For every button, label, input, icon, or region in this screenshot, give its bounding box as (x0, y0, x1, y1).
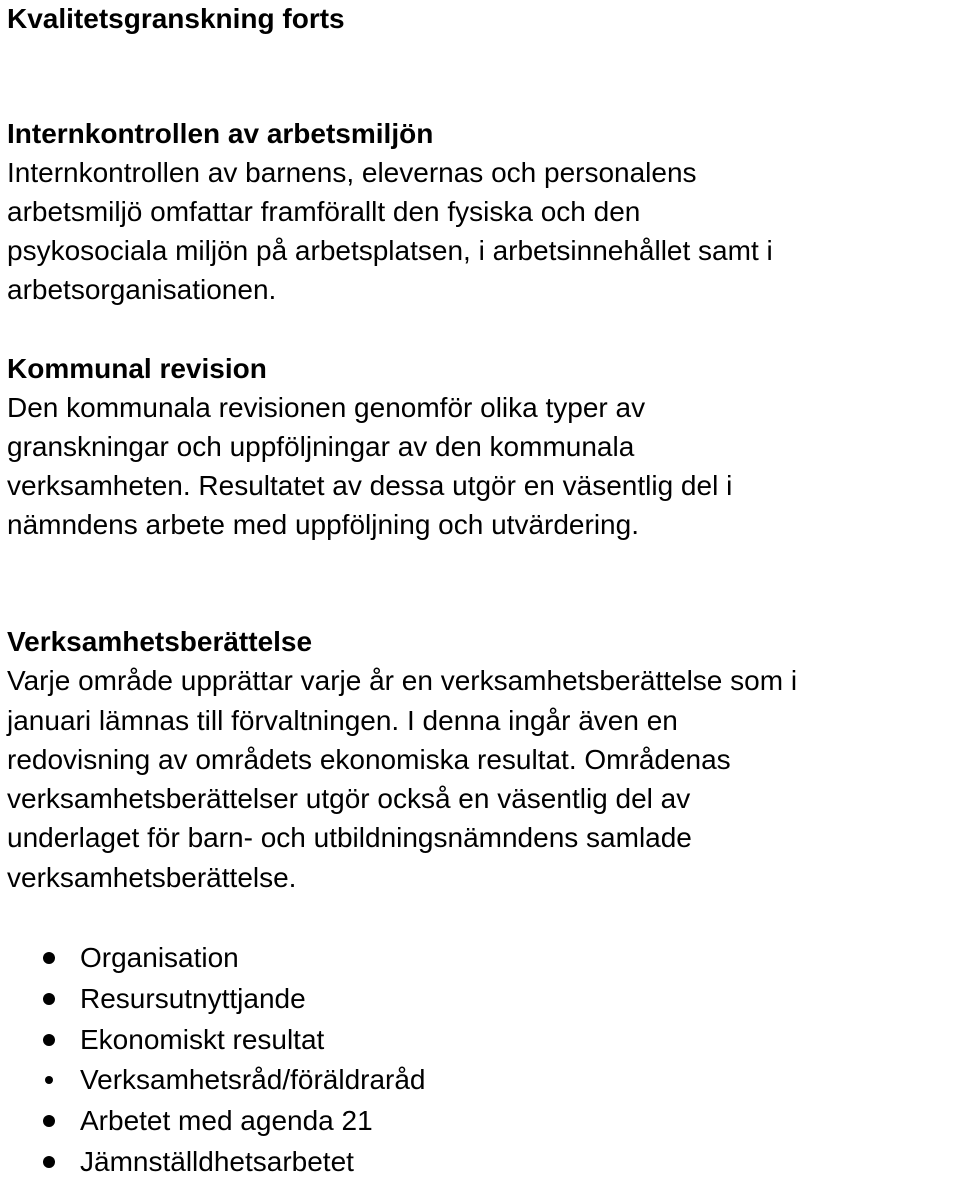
list-item (0, 979, 960, 1020)
bullet-icon (45, 1076, 53, 1084)
list-item-label: Resursutnyttjande (80, 982, 306, 1014)
paragraph-line: redovisning av områdets ekonomiska resultat. Områdenas (7, 743, 731, 775)
paragraph-line: arbetsmiljö omfattar framförallt den fysiska och den (7, 196, 641, 227)
list-item-label: Organisation (80, 942, 239, 973)
paragraph-line: januari lämnas till förvaltningen. I denna ingår även en (7, 704, 678, 736)
paragraph-line: Varje område upprättar varje år en verksamhetsberättelse som i (7, 665, 798, 697)
list-item-label: Verksamhetsråd/föräldraråd (80, 1064, 426, 1096)
list-item-label: Arbetet med agenda 21 (80, 1105, 373, 1137)
paragraph-line: nämndens arbete med uppföljning och utvärdering. (7, 509, 639, 540)
paragraph-line: Den kommunala revisionen genomför olika typer av (7, 392, 646, 423)
list-item-label: Jämnställdhetsarbetet (80, 1145, 354, 1177)
list-item (0, 1020, 960, 1061)
bullet-icon (43, 952, 55, 964)
paragraph-line: arbetsorganisationen. (7, 274, 277, 305)
bullet-icon (43, 1034, 55, 1046)
list-item (0, 1142, 960, 1183)
list-item (0, 1060, 960, 1101)
section-heading: Internkontrollen av arbetsmiljön (7, 118, 434, 149)
section-internkontroll (7, 114, 960, 309)
bullet-list (0, 938, 960, 1183)
list-item (0, 938, 960, 979)
paragraph-line: verksamhetsberättelser utgör också en väsentlig del av (7, 783, 691, 815)
section-kommunal-revision (7, 349, 960, 544)
paragraph-line: underlaget för barn- och utbildningsnämndens samlade (7, 822, 692, 854)
paragraph-line: granskningar och uppföljningar av den kommunala (7, 431, 635, 462)
section-heading: Kommunal revision (7, 353, 267, 384)
list-item (0, 1101, 960, 1142)
bullet-icon (43, 993, 55, 1005)
section-verksamhetsberattelse (7, 622, 960, 897)
bullet-icon (43, 1156, 55, 1168)
section-heading: Verksamhetsberättelse (7, 626, 313, 657)
paragraph-line: verksamheten. Resultatet av dessa utgör en väsentlig del i (7, 470, 733, 501)
paragraph-line: psykosociala miljön på arbetsplatsen, i arbetsinnehållet samt i (7, 235, 773, 266)
paragraph-line: verksamhetsberättelse. (7, 861, 297, 893)
paragraph-line: Internkontrollen av barnens, elevernas och personalens (7, 157, 697, 188)
document-title: Kvalitetsgranskning forts (7, 3, 345, 34)
bullet-icon (43, 1115, 55, 1127)
list-item-label: Ekonomiskt resultat (80, 1023, 325, 1055)
